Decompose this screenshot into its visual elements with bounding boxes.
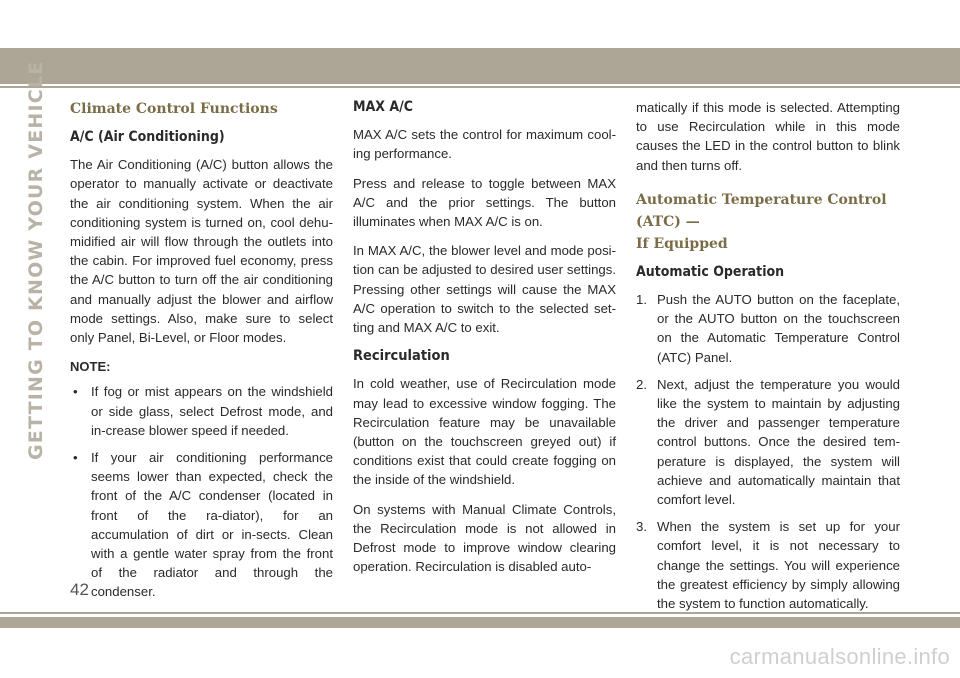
bullet-icon: • — [73, 384, 78, 400]
header-rule — [0, 86, 960, 88]
section-title-atc — [636, 189, 900, 255]
watermark: carmanualsonline.info — [729, 644, 950, 669]
step-text: When the system is set up for your comfort level, it is not necessary to change the settings. You will experience the greatest efficiency by simply allowing the system to function automatically. — [657, 519, 900, 612]
step-number: 3. — [636, 519, 647, 535]
bullet-text: If fog or mist appears on the windshield or side glass, select Defrost mode, and in-crease blower speed if needed. — [91, 384, 333, 438]
step-number: 1. — [636, 292, 647, 308]
footer-bar — [0, 617, 960, 628]
step-text: Next, adjust the temperature you would like the system to maintain by adjusting the driver and passenger temperature control buttons. Once the desired tem-perature is displayed, the system will achieve and automatically maintain that comfort level. — [657, 376, 900, 508]
paragraph-continuation: matically if this mode is selected. Attempting to use Recirculation while in this mode causes the LED in the control button to blink and then turns off. — [636, 100, 900, 173]
step-text: Push the AUTO button on the faceplate, or the AUTO button on the touchscreen on the Automatic Temperature Control (ATC) Panel. — [657, 292, 900, 365]
column-1 — [70, 98, 333, 610]
paragraph-max-ac-3: In MAX A/C, the blower level and mode posi-tion can be adjusted to desired user settings. Pressing other settings will cause the MAX A/C operation to switch to the selected set-ting and MAX A/C to exit. — [353, 243, 616, 336]
list-item — [636, 290, 900, 367]
paragraph-recirculation-2: On systems with Manual Climate Controls, the Recirculation mode is not allowed in Defrost mode to improve window clearing operation. Recirculation is disabled auto- — [353, 501, 616, 575]
list-item — [636, 517, 900, 613]
paragraph-ac: The Air Conditioning (A/C) button allows the operator to manually activate or deactivate the air conditioning system. When the air conditioning system is turned on, cool dehu-midified air will flow through the outlets into the cabin. For improved fuel economy, press the A/C button to turn off the air conditioning and manually adjust the blower and airflow mode settings. Also, make sure to select only Panel, Bi-Level, or Floor modes. — [70, 157, 333, 346]
note-label: NOTE: — [70, 359, 111, 375]
section-title-climate-control: Climate Control Functions — [70, 101, 278, 117]
column-3 — [636, 98, 900, 621]
heading-ac: A/C (Air Conditioning) — [70, 129, 225, 145]
heading-max-ac: MAX A/C — [353, 99, 413, 115]
bullet-icon: • — [73, 450, 78, 466]
note-bullets — [70, 382, 333, 601]
side-chapter-title: GETTING TO KNOW YOUR VEHICLE — [25, 60, 47, 460]
list-item — [636, 375, 900, 509]
step-number: 2. — [636, 376, 647, 392]
page-number: 42 — [70, 580, 89, 599]
top-margin — [0, 0, 960, 48]
operation-steps — [636, 290, 900, 613]
header-bar — [0, 48, 960, 84]
atc-title-line-2: If Equipped — [636, 235, 728, 252]
list-item — [70, 448, 333, 602]
paragraph-max-ac-1: MAX A/C sets the control for maximum cool-ing performance. — [353, 127, 616, 162]
paragraph-max-ac-2: Press and release to toggle between MAX A/C and the prior settings. The button illuminates when MAX A/C is on. — [353, 175, 616, 230]
paragraph-recirculation-1: In cold weather, use of Recirculation mode may lead to excessive window fogging. The Recirculation feature may be unavailable (button on the touchscreen greyed out) if conditions exist that could create fogging on the inside of the windshield. — [353, 376, 616, 488]
heading-recirculation: Recirculation — [353, 348, 450, 365]
bullet-text: If your air conditioning performance seems lower than expected, check the front of the A/C condenser (located in front of the ra-diator), for an accumulation of dirt or in-sects. Clean with a gentle water spray from the front of the radiator and through the condenser. — [91, 450, 333, 600]
list-item — [70, 382, 333, 440]
column-2 — [353, 98, 616, 586]
footer-rule — [0, 612, 960, 614]
atc-title-line-1: Automatic Temperature Control (ATC) — — [636, 191, 887, 230]
heading-automatic-operation: Automatic Operation — [636, 263, 785, 280]
